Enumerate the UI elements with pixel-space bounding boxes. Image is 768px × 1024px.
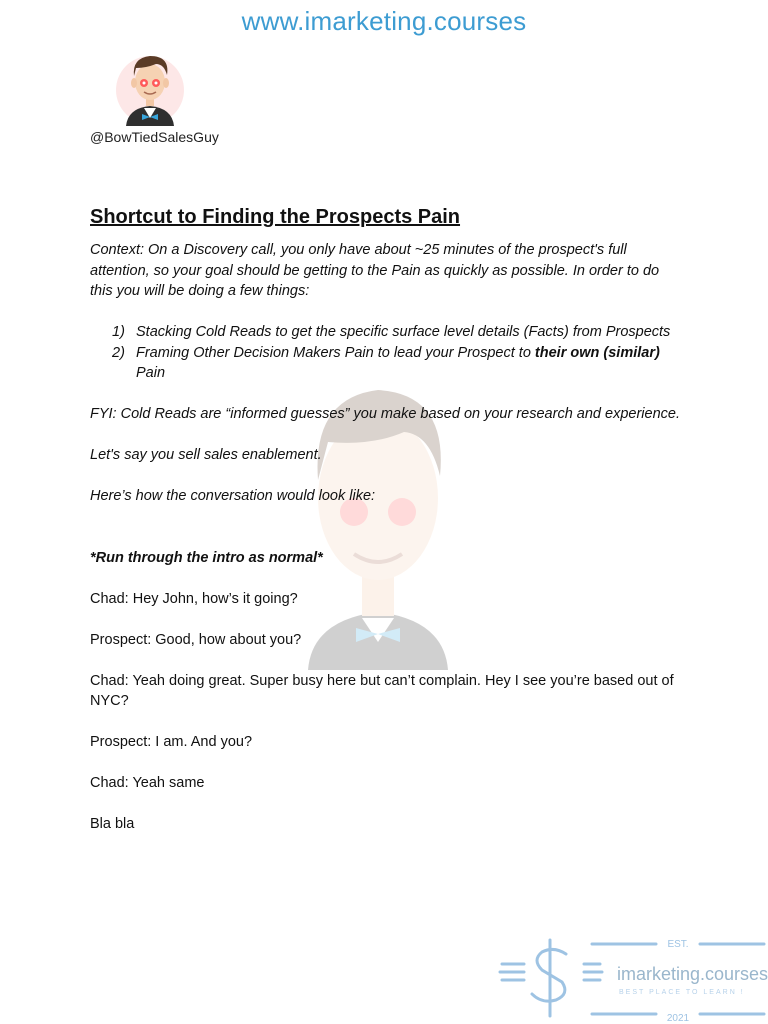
dialogue-line: Prospect: I am. And you? (90, 734, 253, 750)
dialogue-line: Chad: Yeah same (90, 775, 205, 791)
dialogue-line: Prospect: Good, how about you? (90, 631, 302, 648)
list-text-emphasis: their own (similar) (534, 344, 660, 361)
fyi-paragraph: FYI: Cold Reads are “informed guesses” you make based on your research and experience. (90, 406, 680, 422)
logo-est: EST. (667, 939, 689, 950)
doc-title: Shortcut to Finding the Prospects Pain (90, 206, 461, 228)
list-number: 1) (112, 324, 125, 340)
list-item (90, 322, 680, 343)
steps-list (90, 322, 680, 384)
imarketing-logo (496, 932, 768, 1024)
author-handle: @BowTiedSalesGuy (90, 129, 219, 145)
list-number: 2) (112, 344, 125, 361)
site-url[interactable]: www.imarketing.courses (241, 6, 527, 36)
list-text: Stacking Cold Reads to get the specific surface level details (Facts) from Prospects (136, 324, 671, 340)
author-avatar (112, 50, 188, 126)
dialogue-line: Bla bla (90, 816, 135, 832)
list-text: Framing Other Decision Makers Pain to lead your Prospect to (136, 344, 535, 361)
intro-note: *Run through the intro as normal* (90, 549, 323, 566)
example-paragraph: Let's say you sell sales enablement. (90, 447, 322, 463)
doc-body (90, 240, 680, 835)
dialogue-line: Chad: Yeah doing great. Super busy here but can’t complain. Hey I see you’re based out of NYC? (90, 672, 674, 709)
logo-year: 2021 (666, 1013, 690, 1024)
logo-tagline: BEST PLACE TO LEARN ! (619, 989, 745, 996)
context-paragraph: Context: On a Discovery call, you only have about ~25 minutes of the prospect's full attention, so your goal should be getting to the Pain as quickly as possible. In order to do this you will be doing a few things: (90, 242, 660, 299)
logo-brand: imarketing.courses (617, 964, 768, 984)
list-item (90, 343, 680, 384)
dialogue-line: Chad: Hey John, how’s it going? (90, 590, 298, 607)
lead-in-paragraph: Here’s how the conversation would look like: (90, 488, 376, 504)
list-text-end: Pain (136, 365, 166, 381)
